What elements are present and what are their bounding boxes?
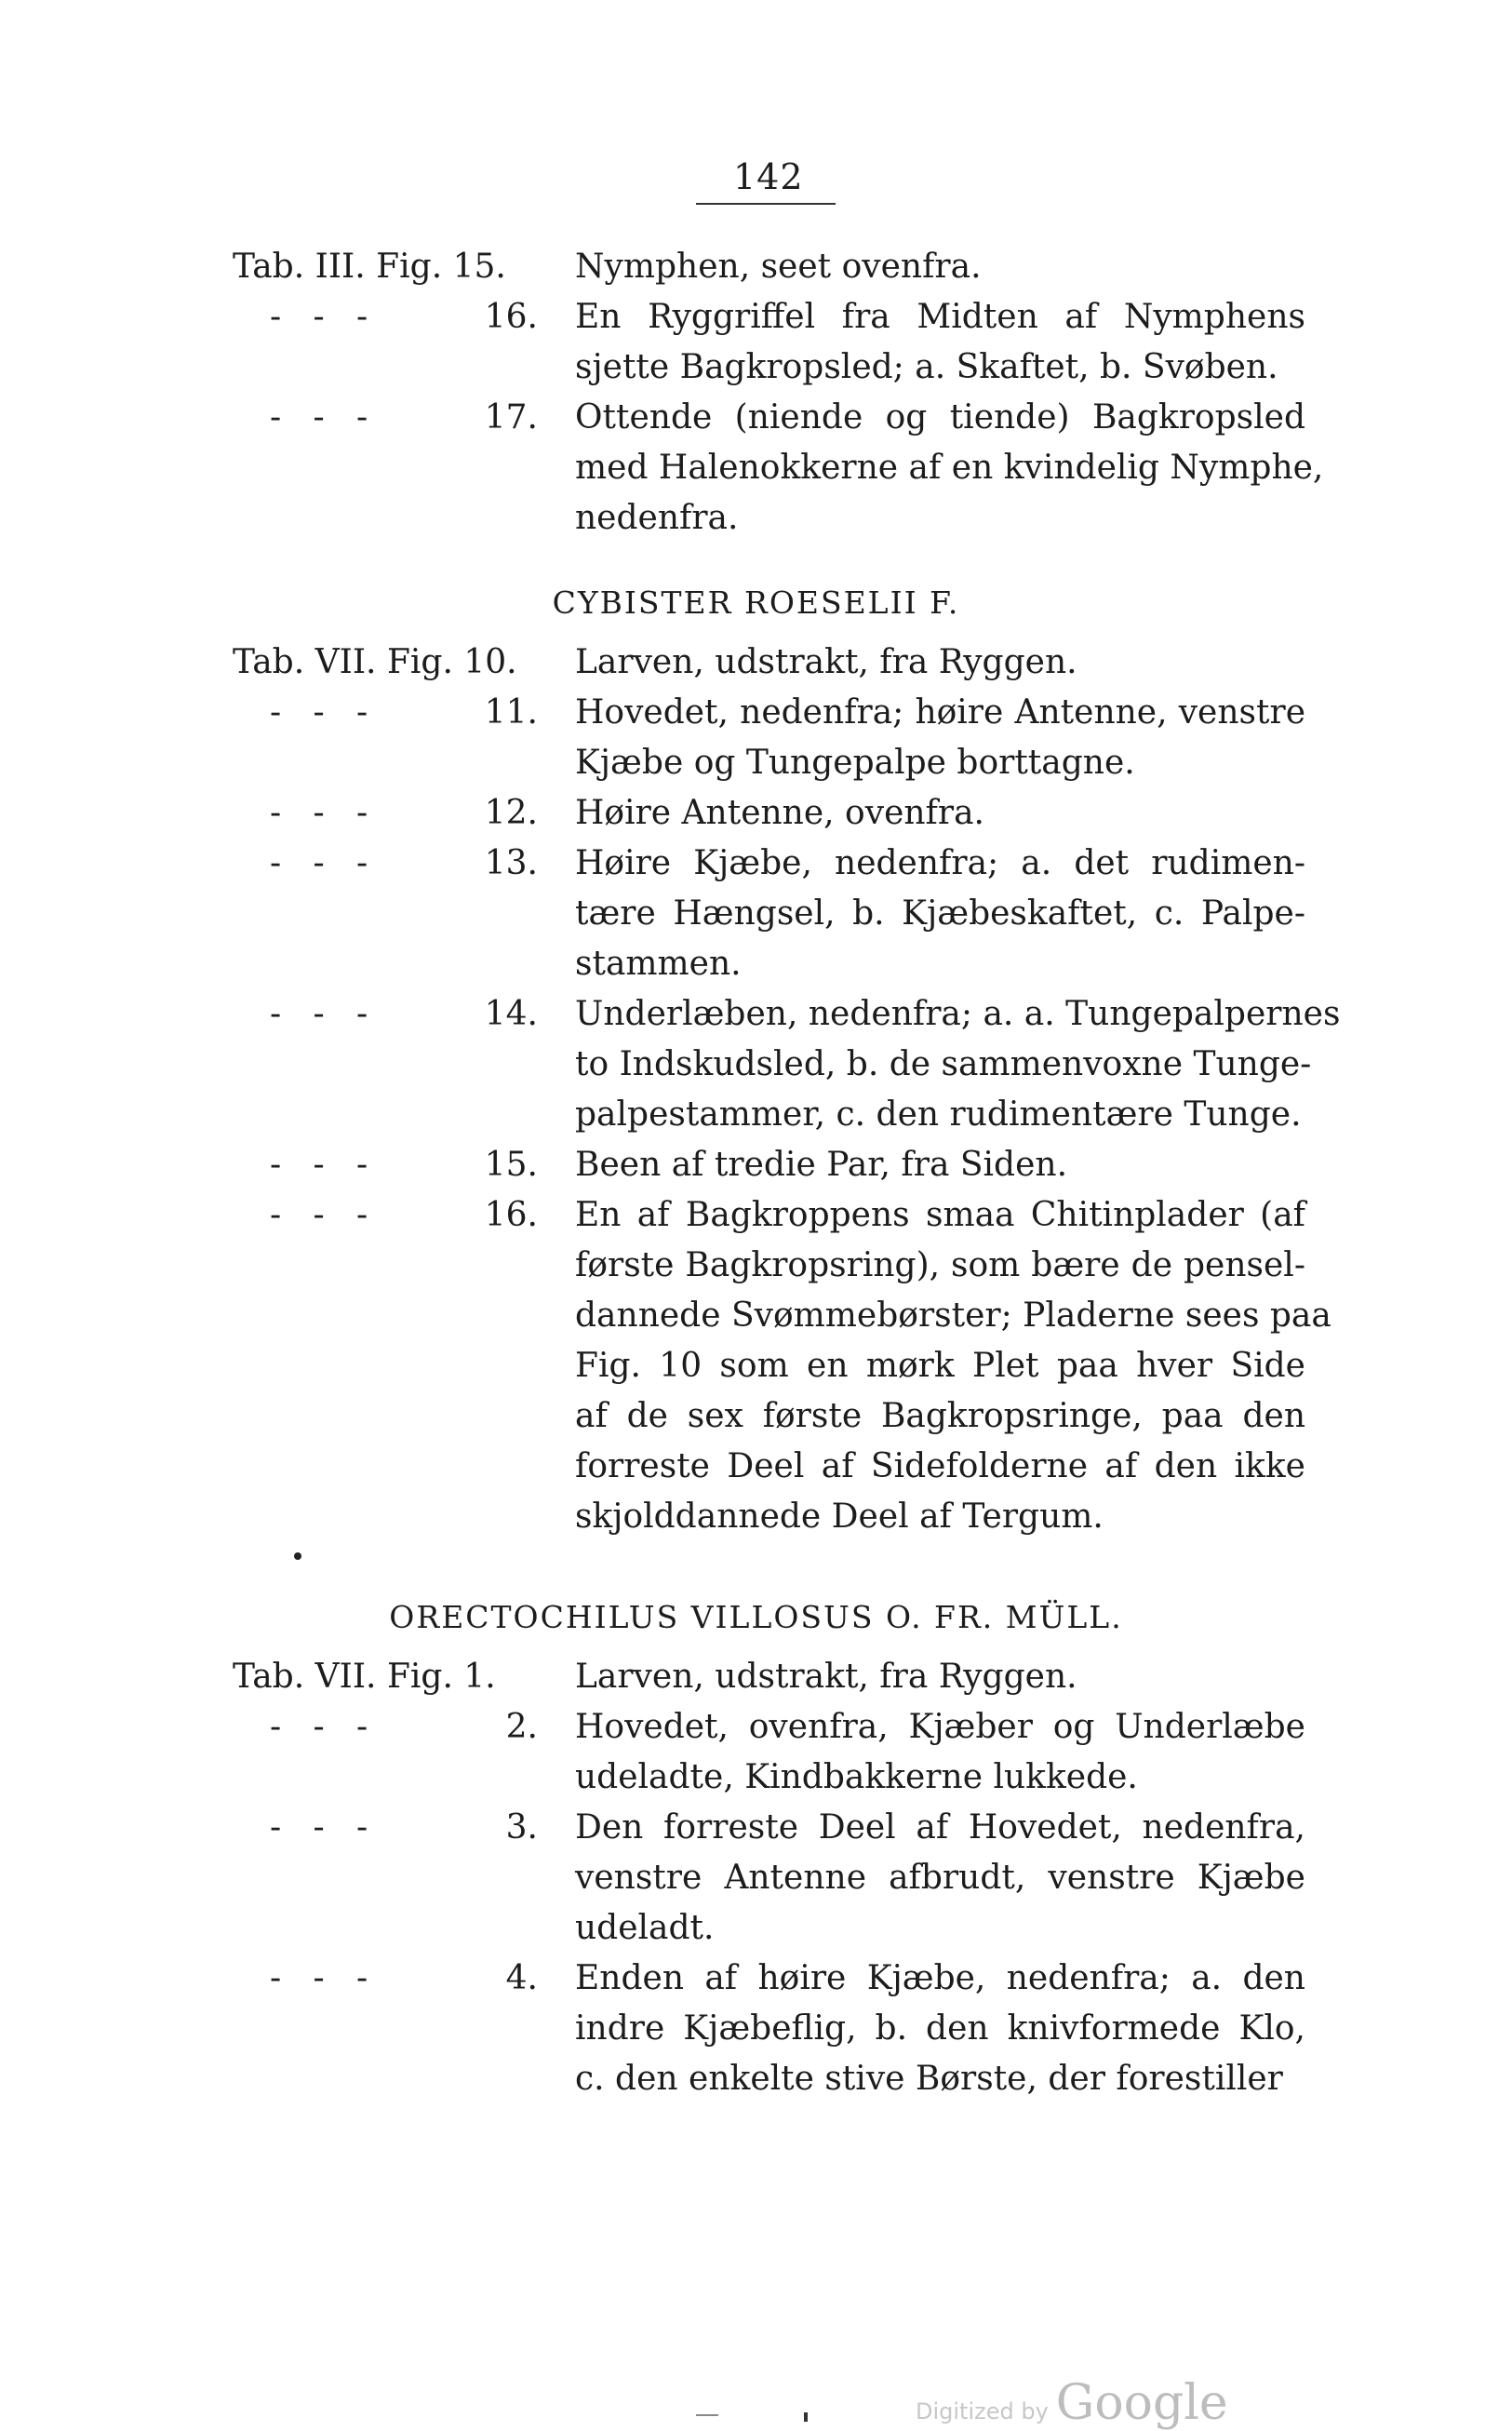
ditto-dashes: - - - [270,298,368,336]
ditto-dashes: - - - [270,794,368,832]
figure-number: 15. [484,1146,538,1184]
ditto-dashes: - - - [270,398,368,437]
description-line: Høire Kjæbe, nedenfra; a. det rudimen- [575,844,1305,882]
figure-number: 12. [484,794,538,832]
entry-line [0,738,1512,788]
ditto-dashes: - - - [270,1808,368,1847]
entry-line [0,242,1512,292]
section-heading: ORECTOCHILUS VILLOSUS O. FR. MÜLL. [389,1599,1123,1635]
ditto-dashes: - - - [270,693,368,732]
figure-number: 4. [505,1959,538,1997]
description-line: udeladte, Kindbakkerne lukkede. [575,1758,1138,1796]
figure-number: 11. [484,693,538,732]
figure-label-full: Tab. III. Fig. 15. [233,248,506,286]
entry-line [0,939,1512,989]
entry-line [0,889,1512,939]
entry-line [0,493,1512,544]
section-heading: CYBISTER ROESELII F. [552,584,960,621]
section-entries [0,638,1512,1542]
entry-line [0,1140,1512,1190]
description-line: Kjæbe og Tungepalpe borttagne. [575,744,1135,782]
figure-number: 2. [505,1708,538,1746]
description-line: Underlæben, nedenfra; a. a. Tungepalpernes [575,995,1341,1033]
description-line: venstre Antenne afbrudt, venstre Kjæbe [575,1859,1305,1897]
entry-line [0,1803,1512,1853]
figure-label-full: Tab. VII. Fig. 10. [233,643,517,681]
description-line: Hovedet, nedenfra; høire Antenne, venstre [575,693,1305,732]
figure-label-full: Tab. VII. Fig. 1. [233,1658,496,1696]
figure-number: 16. [484,1196,538,1234]
ditto-dashes: - - - [270,1959,368,1997]
description-line: Den forreste Deel af Hovedet, nedenfra, [575,1808,1305,1847]
entry-line [0,1652,1512,1702]
entry-line [0,638,1512,688]
entry-line [0,688,1512,738]
entry-line [0,1853,1512,1903]
figure-number: 16. [484,298,538,336]
footer-mark [696,2414,718,2416]
description-line: Larven, udstrakt, fra Ryggen. [575,1658,1077,1696]
entry-line [0,1090,1512,1140]
ditto-dashes: - - - [270,844,368,882]
footer-mark-dot [804,2412,808,2422]
description-line: udeladt. [575,1909,715,1947]
description-line: palpestammer, c. den rudimentære Tunge. [575,1095,1302,1134]
description-line: En Ryggriffel fra Midten af Nymphens [575,298,1305,336]
ditto-dashes: - - - [270,995,368,1033]
description-line: Hovedet, ovenfra, Kjæber og Underlæbe [575,1708,1305,1746]
description-line: Nymphen, seet ovenfra. [575,248,982,286]
entry-line [0,1241,1512,1291]
entry-line [0,1040,1512,1090]
description-line: forreste Deel af Sidefolderne af den ikke [575,1447,1305,1485]
entry-line [0,292,1512,342]
ditto-dashes: - - - [270,1196,368,1234]
description-line: Fig. 10 som en mørk Plet paa hver Side [575,1347,1305,1385]
figure-number: 3. [505,1808,538,1847]
entry-line [0,839,1512,889]
description-line: stammen. [575,945,742,983]
entry-line [0,1492,1512,1542]
ditto-dashes: - - - [270,1708,368,1746]
stray-ink-dot [294,1552,301,1560]
entry-line [0,989,1512,1040]
entry-line [0,788,1512,839]
description-line: to Indskudsled, b. de sammenvoxne Tunge- [575,1045,1312,1083]
watermark-google-logo: Google [1055,2375,1228,2431]
description-line: med Halenokkerne af en kvindelig Nymphe, [575,449,1324,487]
description-line: dannede Svømmebørster; Pladerne sees paa [575,1296,1331,1335]
entry-line [0,2054,1512,2104]
entry-line [0,1753,1512,1803]
google-watermark [916,2375,1228,2431]
entry-line [0,1954,1512,2004]
page-number-rule [696,203,836,205]
description-line: En af Bagkroppens smaa Chitinplader (af [575,1196,1305,1234]
entry-line [0,342,1512,393]
figure-number: 17. [484,398,538,437]
entry-line [0,2004,1512,2054]
entry-line [0,1391,1512,1442]
description-line: Enden af høire Kjæbe, nedenfra; a. den [575,1959,1305,1997]
entry-line [0,1702,1512,1753]
watermark-digitized-by: Digitized by [916,2398,1049,2424]
figure-number: 14. [484,995,538,1033]
entry-line [0,1442,1512,1492]
description-line: Larven, udstrakt, fra Ryggen. [575,643,1077,681]
description-line: skjolddannede Deel af Tergum. [575,1498,1104,1536]
description-line: sjette Bagkropsled; a. Skaftet, b. Svøben. [575,348,1278,386]
description-line: Høire Antenne, ovenfra. [575,794,984,832]
entry-line [0,1903,1512,1954]
entry-line [0,1341,1512,1391]
figure-number: 13. [484,844,538,882]
description-line: indre Kjæbeflig, b. den knivformede Klo, [575,2009,1305,2048]
description-line: Ottende (niende og tiende) Bagkropsled [575,398,1305,437]
description-line: af de sex første Bagkropsringe, paa den [575,1397,1305,1435]
section-entries [0,242,1512,544]
section-entries [0,1652,1512,2104]
page-number: 142 [733,156,804,197]
ditto-dashes: - - - [270,1146,368,1184]
entry-line [0,1190,1512,1241]
description-line: første Bagkropsring), som bære de pensel- [575,1246,1305,1284]
description-line: c. den enkelte stive Børste, der forestiller [575,2060,1283,2098]
description-line: nedenfra. [575,499,739,537]
entry-line [0,1291,1512,1341]
entry-line [0,443,1512,493]
entry-line [0,393,1512,443]
description-line: Been af tredie Par, fra Siden. [575,1146,1068,1184]
description-line: tære Hængsel, b. Kjæbeskaftet, c. Palpe- [575,894,1305,933]
